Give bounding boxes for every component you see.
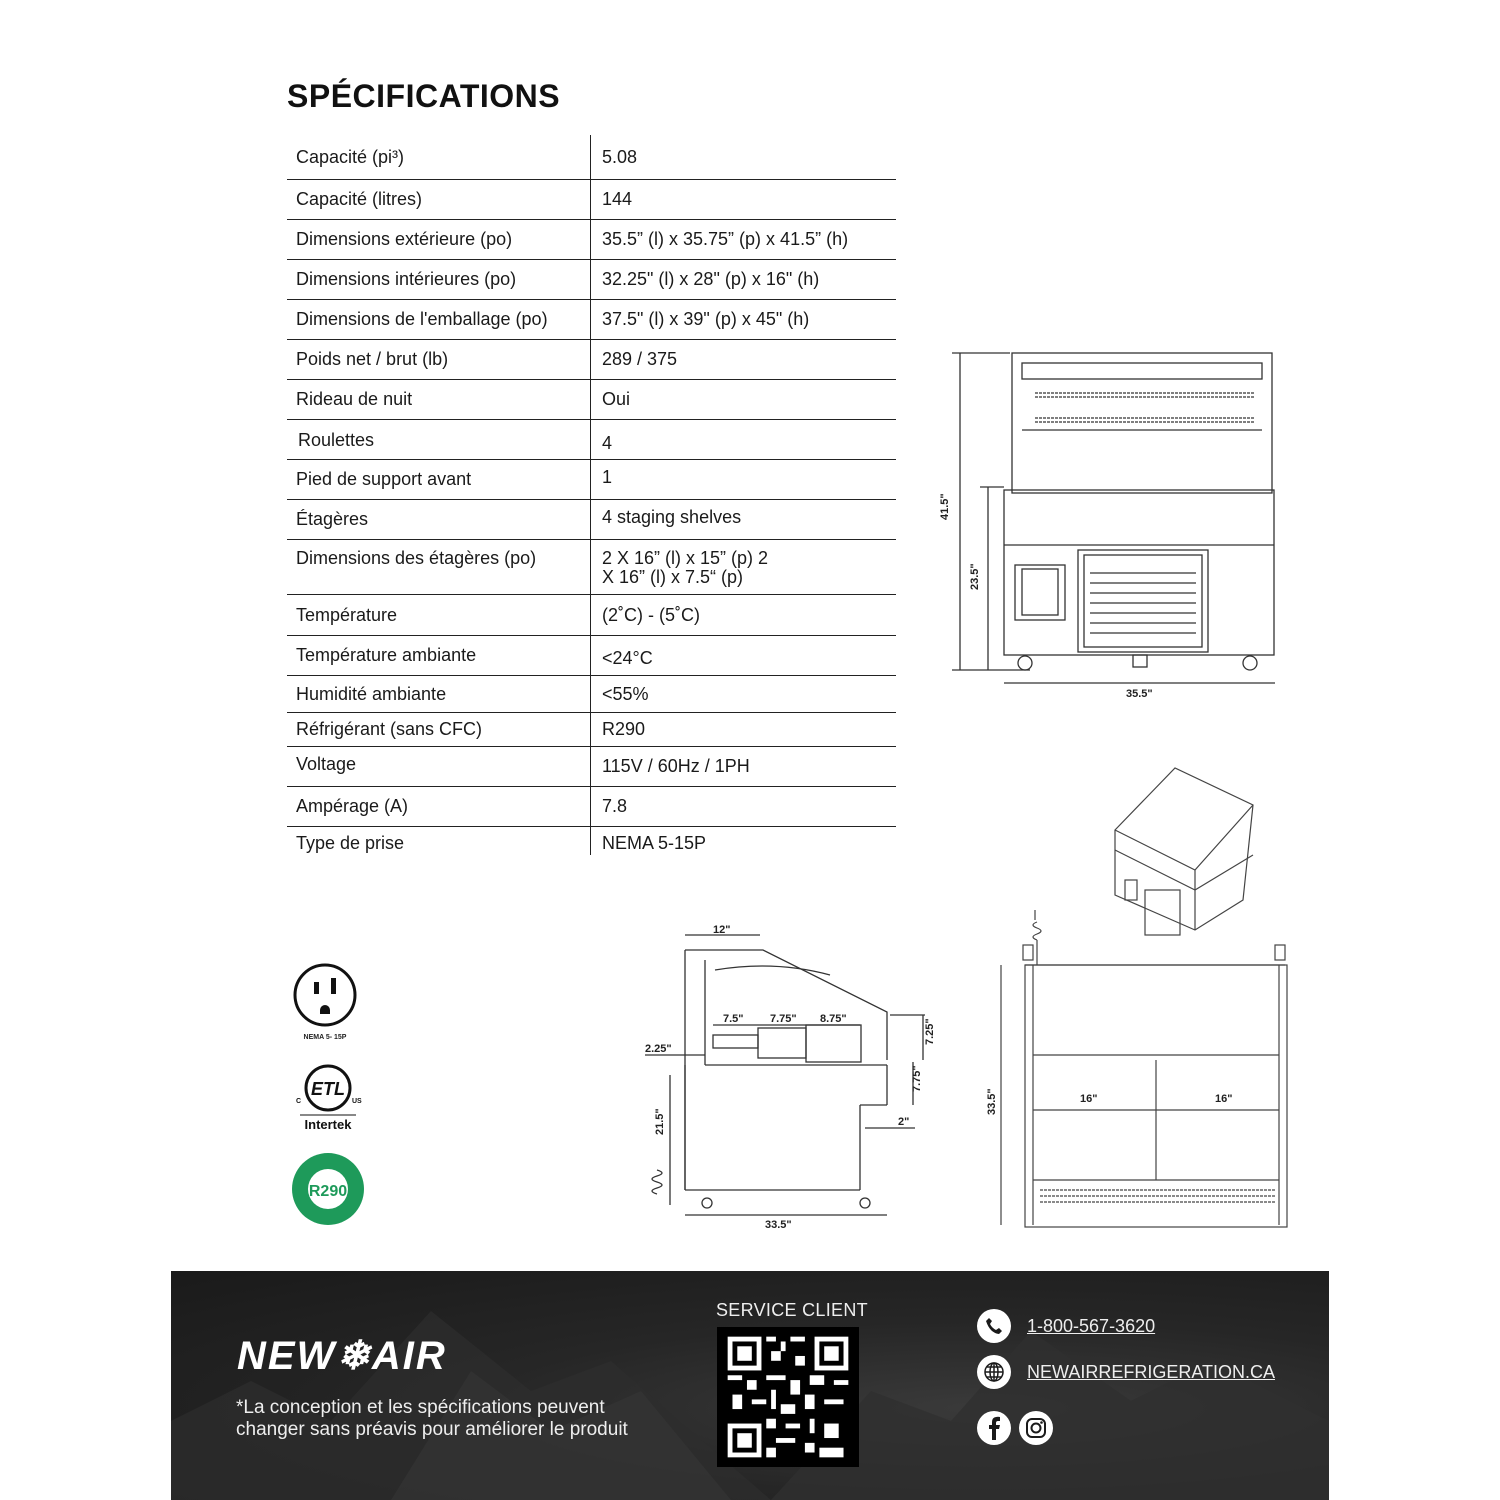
dim-shelf-left: 16" (1080, 1093, 1098, 1105)
social-links (977, 1411, 1053, 1445)
svg-text:NEMA 5- 15P: NEMA 5- 15P (303, 1034, 347, 1041)
dim-step-depth: 2" (898, 1116, 910, 1128)
spec-row (287, 540, 896, 595)
dim-front-height: 7.25" (924, 1018, 936, 1045)
dim-width: 35.5" (1126, 688, 1153, 700)
spec-row (287, 500, 896, 540)
certification-badges (290, 960, 370, 1236)
svg-text:R290: R290 (308, 1183, 348, 1200)
spec-label: Type de prise (287, 827, 591, 855)
dim-shelf2: 7.75" (770, 1013, 797, 1025)
spec-label: Température (287, 595, 591, 635)
r290-eco-badge-icon (290, 1151, 370, 1231)
spec-label: Capacité (pi³) (287, 135, 591, 179)
spec-label: Pied de support avant (287, 460, 591, 499)
dim-step-height: 7.75" (911, 1065, 923, 1092)
svg-text:US: US (352, 1098, 362, 1105)
spec-row (287, 300, 896, 340)
spec-row (287, 135, 896, 180)
spec-row (287, 180, 896, 220)
facebook-icon[interactable] (977, 1411, 1011, 1445)
spec-label: Humidité ambiante (287, 676, 591, 712)
dim-base-height: 21.5" (654, 1108, 666, 1135)
dim-ledge: 2.25" (645, 1043, 672, 1055)
dim-shelf3: 8.75" (820, 1013, 847, 1025)
spec-label: Étagères (287, 500, 591, 539)
dim-shelf-right: 16" (1215, 1093, 1233, 1105)
spec-value: (2˚C) - (5˚C) (602, 604, 700, 625)
svg-text:ETL: ETL (311, 1079, 345, 1099)
spec-row (287, 787, 896, 827)
spec-label: Dimensions extérieure (po) (287, 220, 591, 259)
spec-label: Dimensions intérieures (po) (287, 260, 591, 299)
spec-row (287, 595, 896, 636)
spec-value: 32.25" (l) x 28" (p) x 16" (h) (602, 269, 820, 289)
spec-value: 115V / 60Hz / 1PH (602, 756, 750, 776)
website-contact[interactable] (977, 1355, 1275, 1389)
spec-label: Voltage (287, 747, 591, 786)
dim-depth: 33.5" (765, 1219, 792, 1231)
dim-top-depth: 33.5" (986, 1088, 998, 1115)
nema-outlet-icon (290, 960, 360, 1050)
spec-value: 289 / 375 (602, 349, 678, 369)
svg-text:Intertek: Intertek (304, 1117, 352, 1132)
spec-value: 1 (602, 467, 613, 487)
dim-shelf1: 7.5" (723, 1013, 744, 1025)
dim-top-depth: 12" (713, 924, 731, 936)
footer (171, 1271, 1329, 1500)
spec-label: Dimensions de l'emballage (po) (287, 300, 591, 339)
qr-code[interactable] (717, 1327, 859, 1467)
spec-label: Poids net / brut (lb) (287, 340, 591, 379)
instagram-icon[interactable] (1019, 1411, 1053, 1445)
front-view-drawing (930, 345, 1290, 705)
spec-label: Réfrigérant (sans CFC) (287, 713, 591, 746)
spec-label: Température ambiante (287, 636, 591, 675)
spec-value: 5.08 (602, 146, 638, 167)
top-view-drawing (985, 750, 1305, 1235)
spec-row (287, 713, 896, 747)
spec-value: <24°C (602, 648, 653, 668)
spec-row (287, 460, 896, 500)
spec-row (287, 636, 896, 676)
newair-logo: NEW❄AIR (237, 1334, 447, 1378)
phone-contact[interactable] (977, 1309, 1155, 1343)
spec-label: Capacité (litres) (287, 180, 591, 219)
spec-value: NEMA 5-15P (602, 833, 707, 853)
spec-label: Rideau de nuit (287, 380, 591, 419)
spec-label: Ampérage (A) (287, 787, 591, 826)
spec-value: <55% (602, 683, 649, 704)
spec-row (287, 747, 896, 787)
spec-row (287, 676, 896, 713)
spec-row (287, 260, 896, 300)
page-title: SPÉCIFICATIONS (287, 78, 561, 114)
etl-listed-icon (290, 1063, 370, 1138)
svg-text:C: C (296, 1098, 302, 1105)
side-view-drawing (625, 920, 945, 1240)
spec-row (287, 340, 896, 380)
phone-link[interactable]: 1-800-567-3620 (1027, 1315, 1156, 1336)
spec-row (287, 827, 896, 855)
disclaimer-text: *La conception et les spécifications peuvent changer sans préavis pour améliorer le produit (236, 1397, 628, 1440)
spec-value: 35.5” (l) x 35.75” (p) x 41.5” (h) (602, 229, 849, 249)
spec-value: 7.8 (602, 796, 628, 816)
spec-label: Dimensions des étagères (po) (287, 540, 591, 594)
spec-row (287, 380, 896, 420)
spec-row (287, 420, 896, 460)
globe-icon (977, 1355, 1011, 1389)
dim-height-base: 23.5" (969, 563, 981, 590)
spec-value: R290 (602, 719, 646, 739)
service-client-title: SERVICE CLIENT (716, 1300, 868, 1320)
spec-row (287, 220, 896, 260)
phone-icon (977, 1309, 1011, 1343)
spec-value: 144 (602, 189, 633, 209)
spec-value: 2 X 16” (l) x 15” (p) 2 X 16” (l) x 7.5“ (p) (602, 548, 769, 587)
dim-height-total: 41.5" (939, 493, 951, 520)
spec-label: Roulettes (287, 420, 591, 459)
spec-table (287, 135, 896, 855)
spec-value: Oui (602, 389, 631, 409)
spec-value: 4 staging shelves (602, 507, 742, 527)
spec-value: 37.5" (l) x 39" (p) x 45" (h) (602, 309, 810, 329)
website-link[interactable]: NEWAIRREFRIGERATION.CA (1027, 1361, 1276, 1382)
spec-value: 4 (602, 433, 613, 453)
